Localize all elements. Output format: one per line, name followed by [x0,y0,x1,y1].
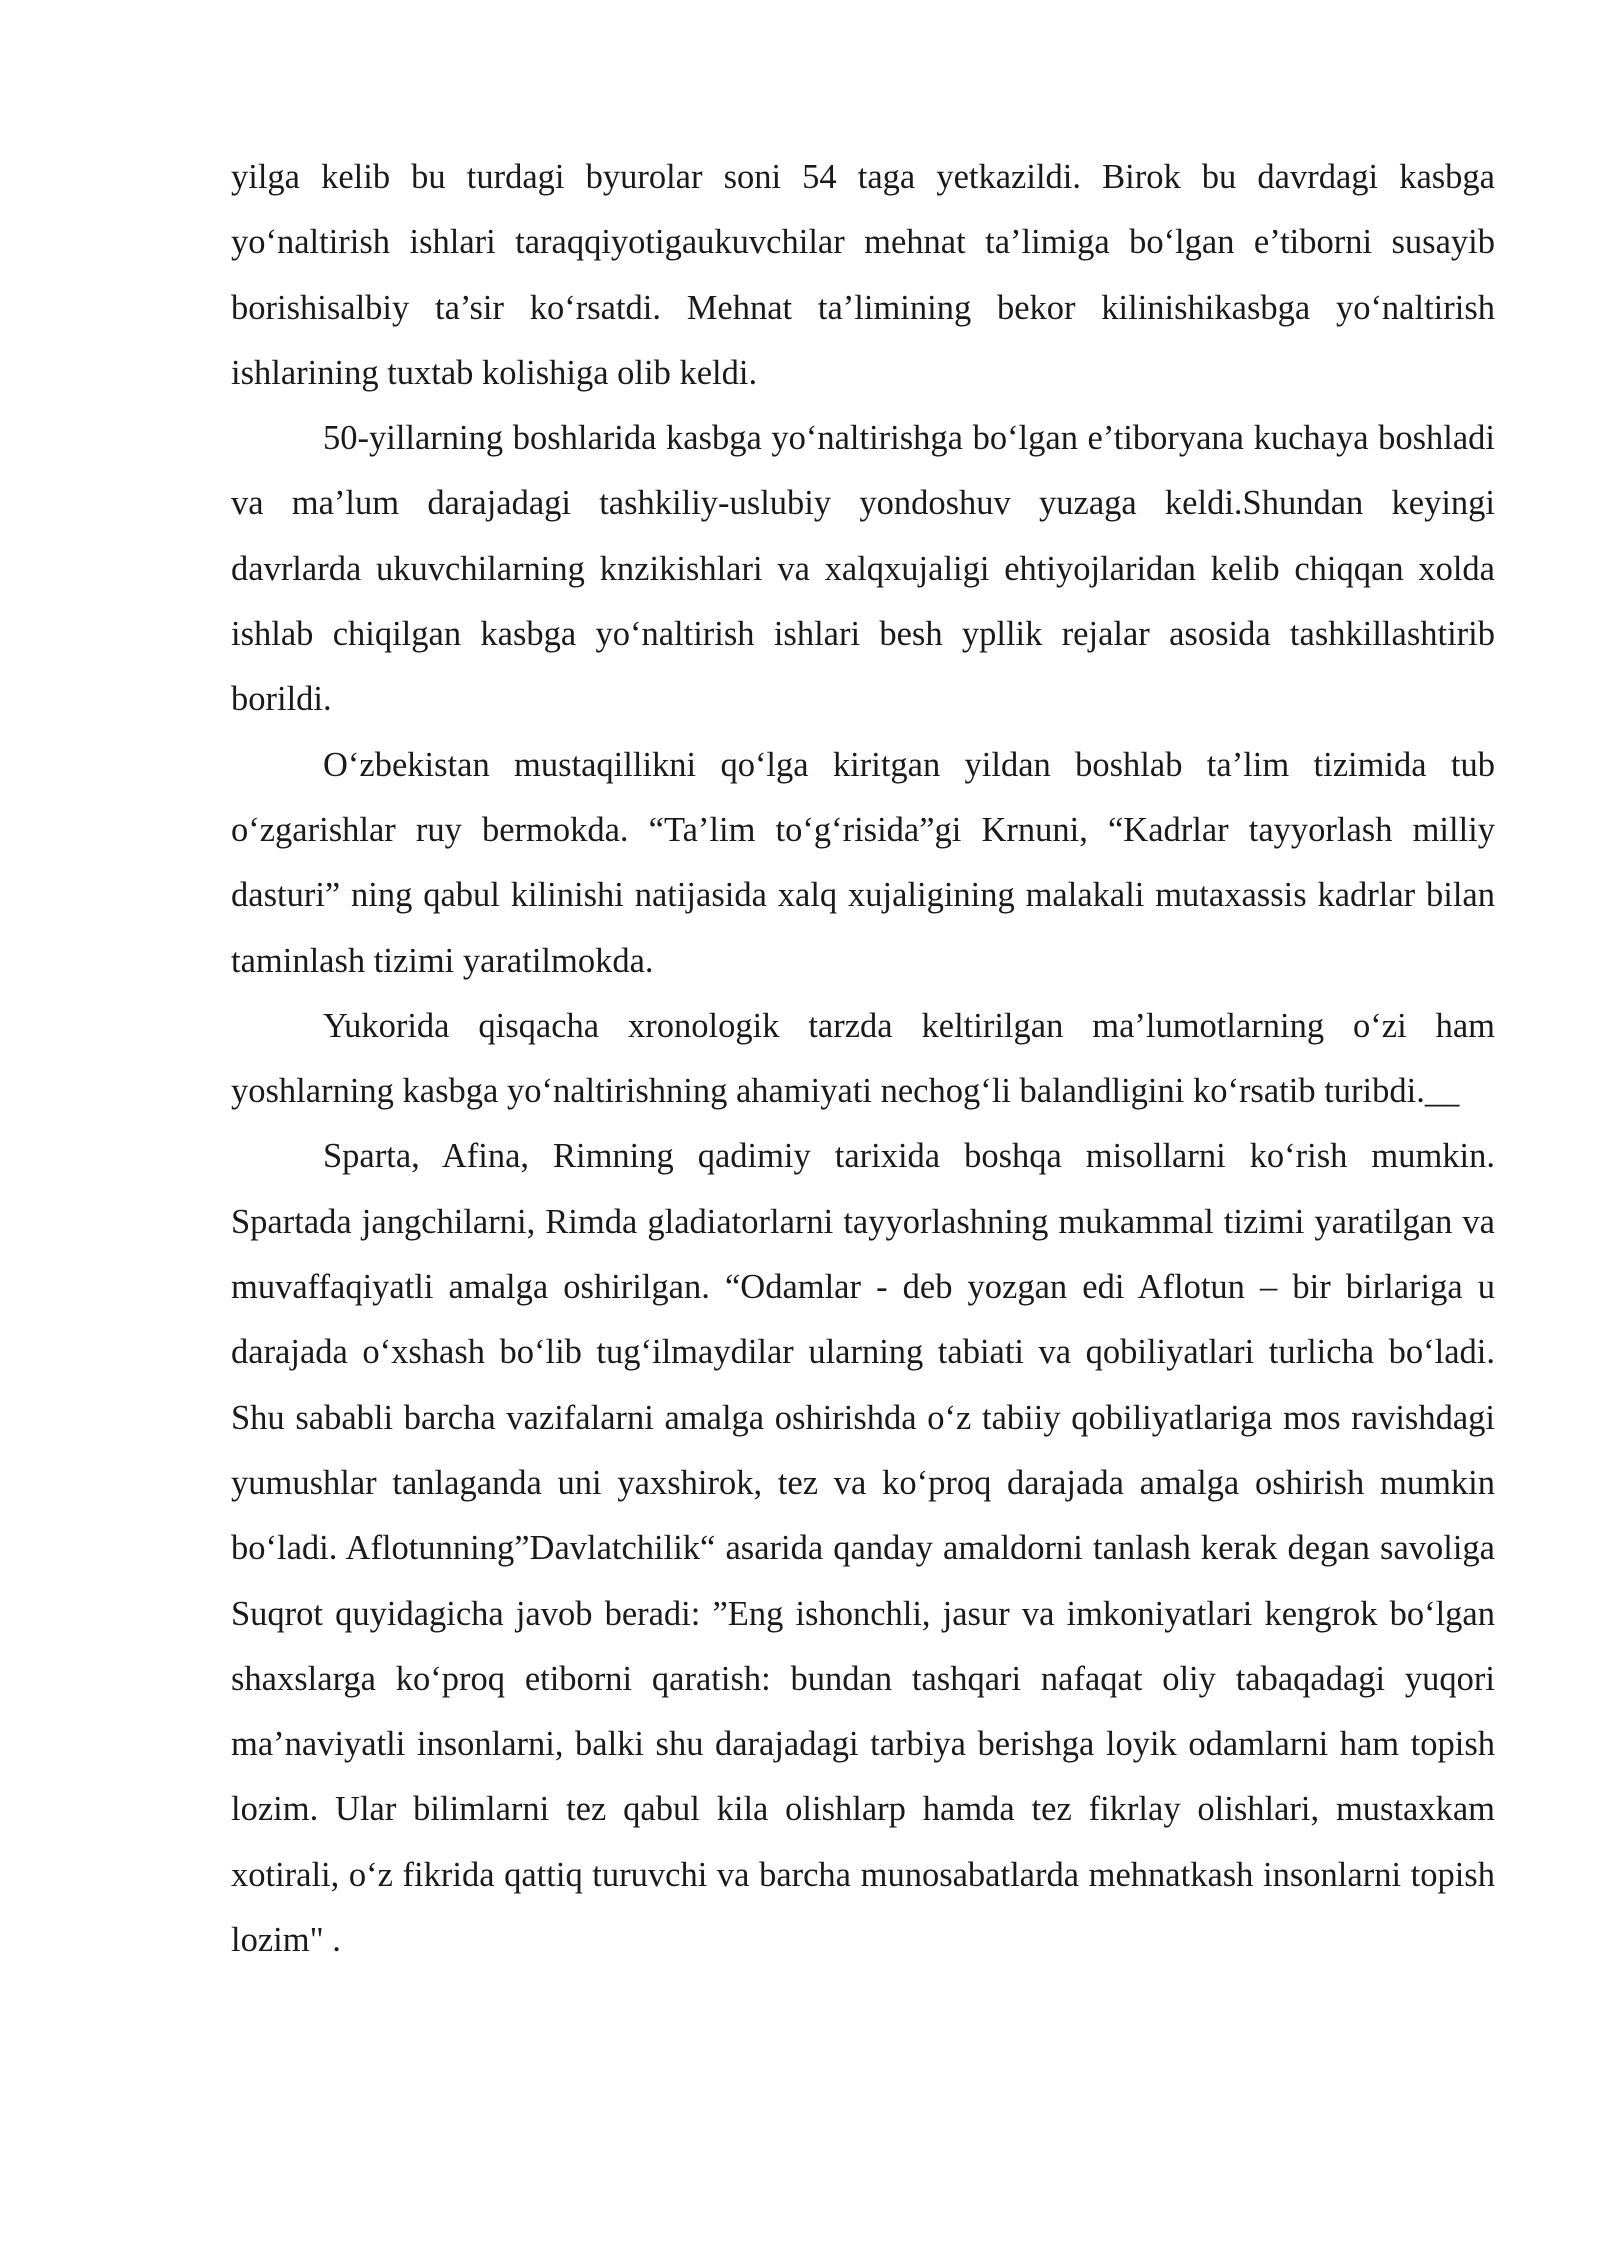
paragraph-2: 50-yillarning boshlarida kasbga yo‘naltirishga bo‘lgan e’tiboryana kuchaya boshladi va ma’lum darajadagi tashkiliy-uslubiy yondoshuv yuzaga keldi.Shundan keyingi davrlarda ukuvchilarning knzikishlari va xalqxujaligi ehtiyojlaridan kelib chiqqan xolda ishlab chiqilgan kasbga yo‘naltirish ishlari besh ypllik rejalar asosida tashkillashtirib borildi. [231,419,1495,719]
paragraph-1: yilga kelib bu turdagi byurolar soni 54 taga yetkazildi. Birok bu davrdagi kasbga yo‘naltirish ishlari taraqqiyotigaukuvchilar mehnat ta’limiga bo‘lgan e’tiborni susayib borishisalbiy ta’sir ko‘rsatdi. Mehnat ta’limining bekor kilinishikasbga yo‘naltirish ishlarining tuxtab kolishiga olib keldi. [231,158,1495,392]
body-text [231,145,1495,1973]
paragraph-4: Yukorida qisqacha xronologik tarzda keltirilgan ma’lumotlarning o‘zi ham yoshlarning kasbga yo‘naltirishning ahamiyati nechog‘li balandligini ko‘rsatib turibdi.__ [231,1006,1495,1111]
paragraph-5: Sparta, Afina, Rimning qadimiy tarixida boshqa misollarni ko‘rish mumkin. Spartada jangchilarni, Rimda gladiatorlarni tayyorlashning mukammal tizimi yaratilgan va muvaffaqiyatli amalga oshirilgan. “Odamlar - deb yozgan edi Aflotun – bir birlariga u darajada o‘xshash bo‘lib tug‘ilmaydilar ularning tabiati va qobiliyatlari turlicha bo‘ladi. Shu sababli barcha vazifalarni amalga oshirishda o‘z tabiiy qobiliyatlariga mos ravishdagi yumushlar tanlaganda uni yaxshirok, tez va ko‘proq darajada amalga oshirish mumkin bo‘ladi. Aflotunning”Davlatchilik“ asarida qanday amaldorni tanlash kerak degan savoliga Suqrot quyidagicha javob beradi: ”Eng ishonchli, jasur va imkoniyatlari kengrok bo‘lgan shaxslarga ko‘proq etiborni qaratish: bundan tashqari nafaqat oliy tabaqadagi yuqori ma’naviyatli insonlarni, balki shu darajadagi tarbiya berishga loyik odamlarni ham topish lozim. Ular bilimlarni tez qabul kila olishlarp hamda tez fikrlay olishlari, mustaxkam xotirali, o‘z fikrida qattiq turuvchi va barcha munosabatlarda mehnatkash insonlarni topish lozim" . [231,1137,1495,1960]
paragraph-3: O‘zbekistan mustaqillikni qo‘lga kiritgan yildan boshlab ta’lim tizimida tub o‘zgarishlar ruy bermokda. “Ta’lim to‘g‘risida”gi Krnuni, “Kadrlar tayyorlash milliy dasturi” ning qabul kilinishi natijasida xalq xujaligining malakali mutaxassis kadrlar bilan taminlash tizimi yaratilmokda. [231,745,1495,980]
